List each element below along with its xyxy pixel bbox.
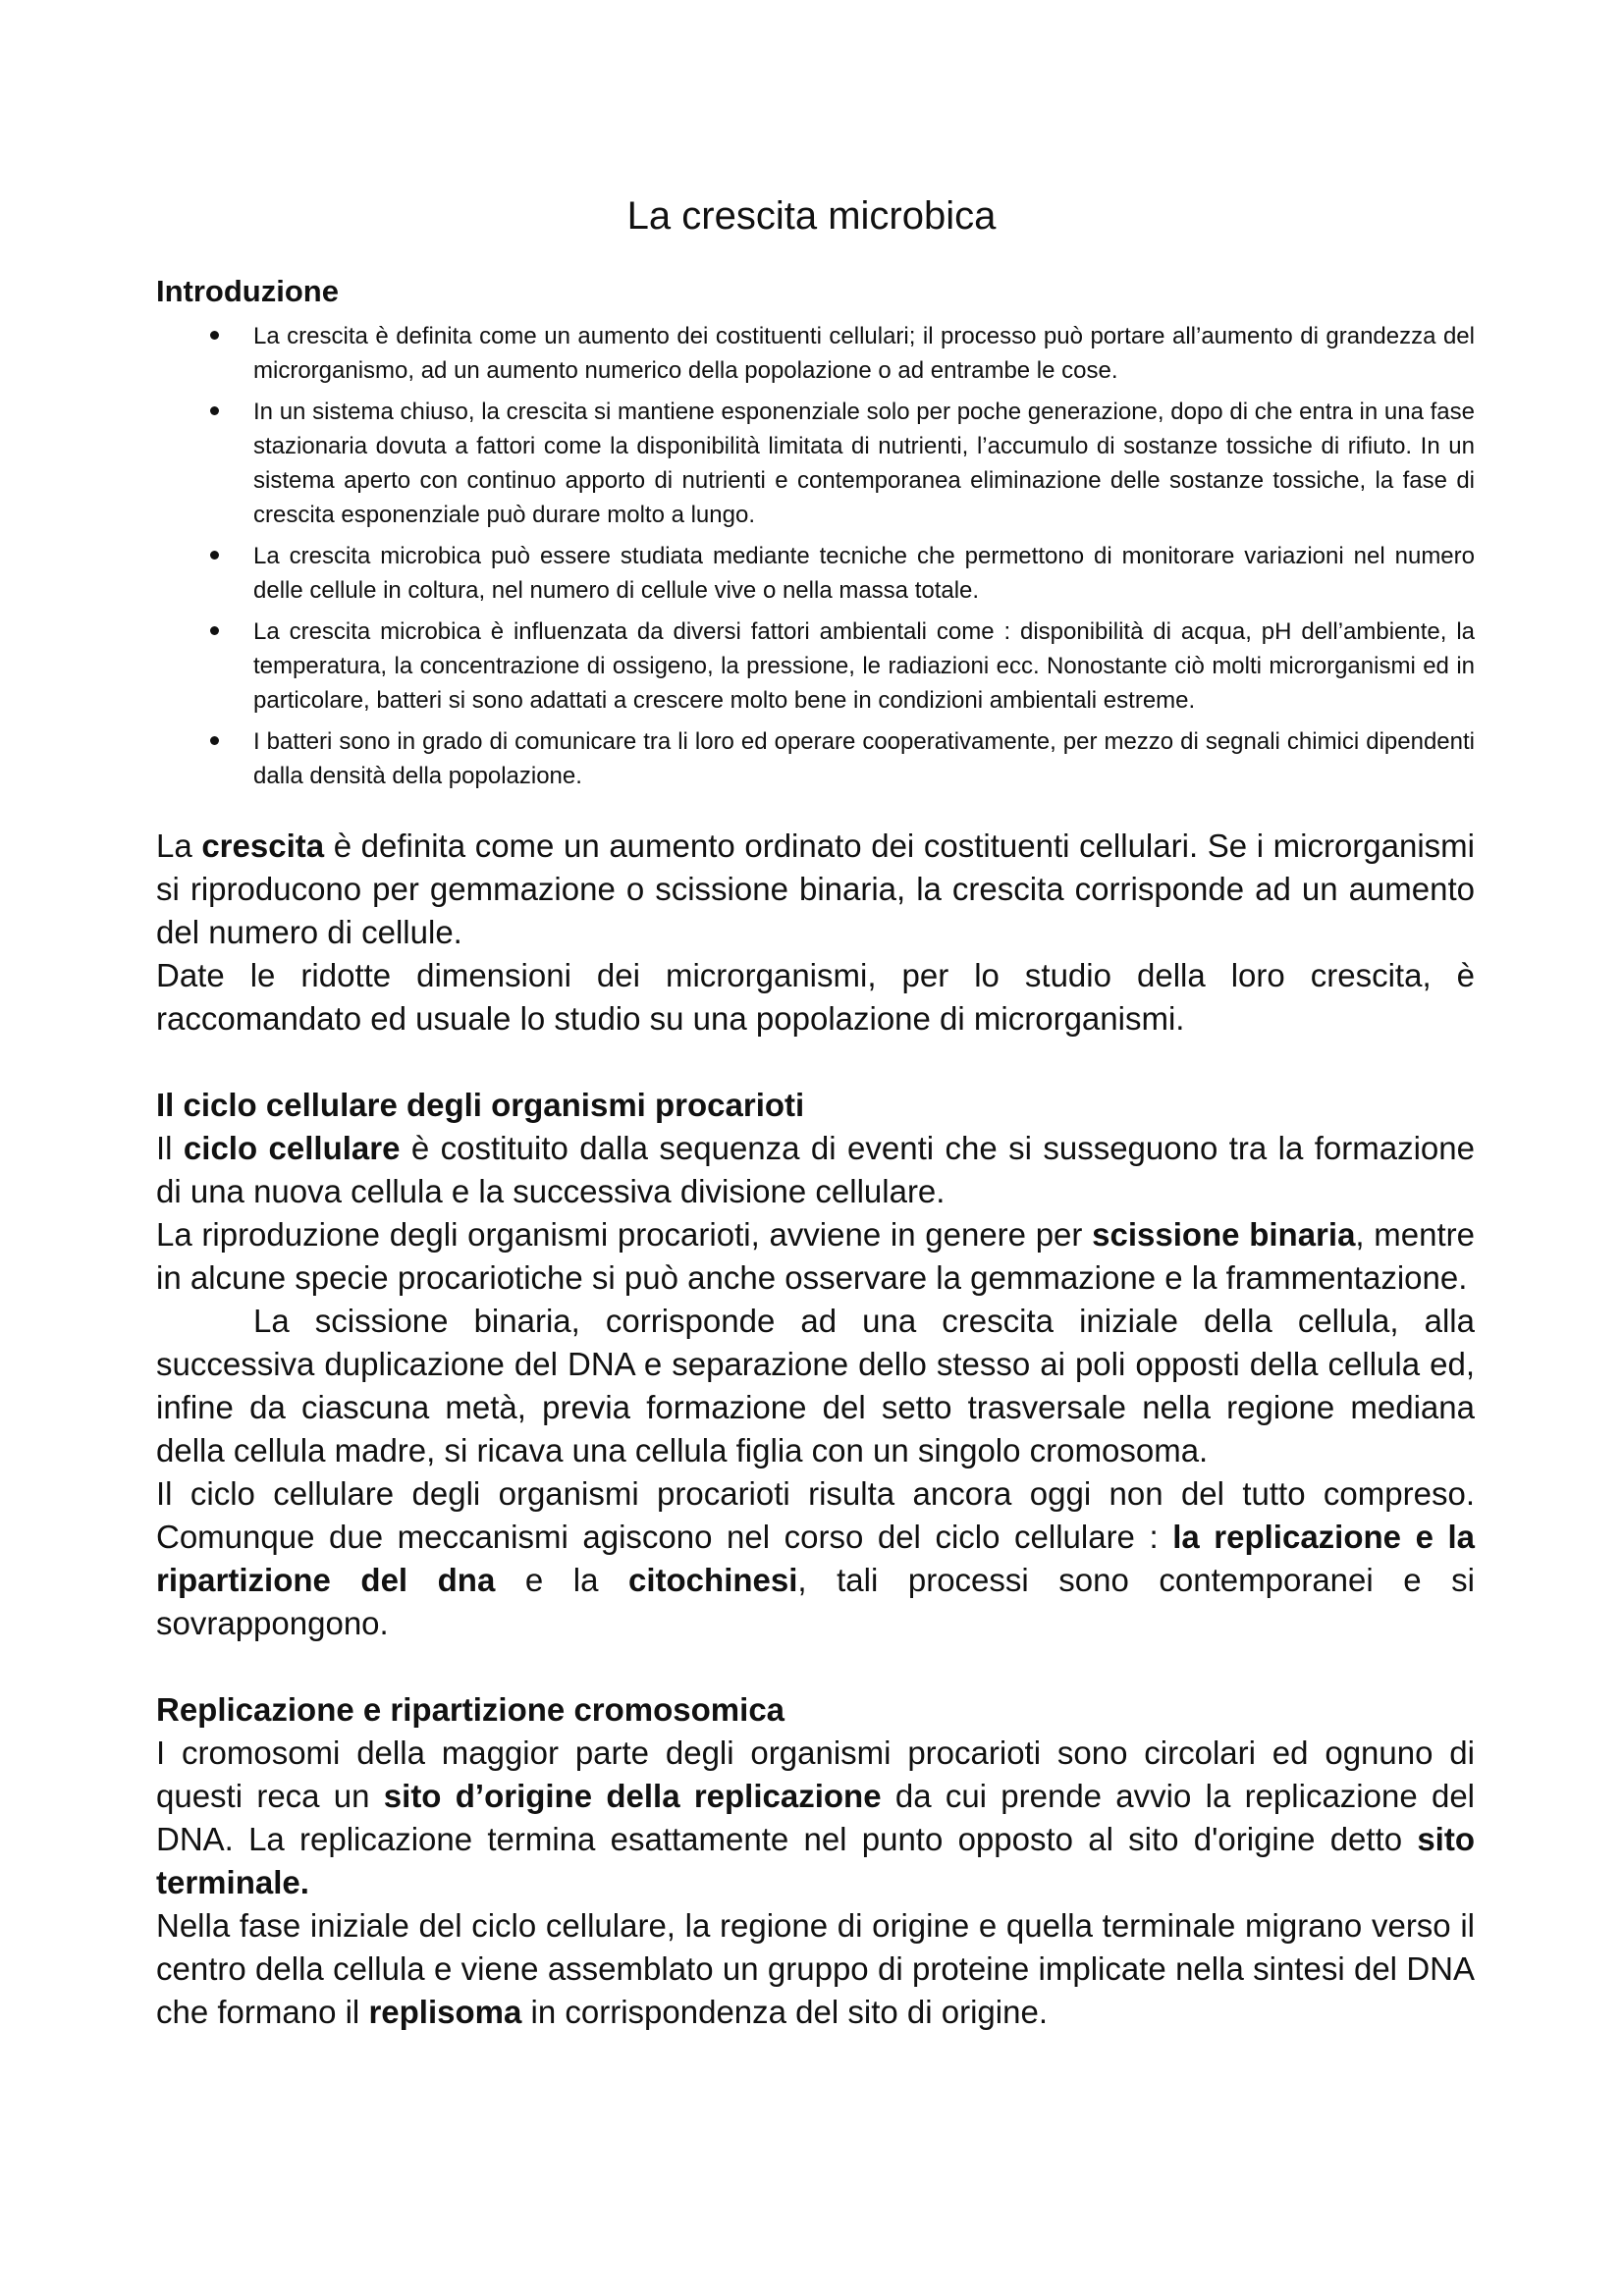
- text-run: , mentre in alcune specie procariotiche si può anche osservare la gemmazione e la frammentazione.: [156, 1216, 1475, 1296]
- text-run: da cui prende avvio la replicazione del DNA. La replicazione termina esattamente nel punto opposto al sito d'origine detto: [156, 1778, 1475, 1857]
- list-item: [156, 395, 1475, 532]
- ciclo-paragraph-4: [156, 1472, 1475, 1645]
- text-run: Il: [156, 1130, 184, 1166]
- text-run: La: [156, 828, 202, 864]
- list-item: [156, 614, 1475, 718]
- text-run: è definita come un aumento ordinato dei costituenti cellulari. Se i microrganismi si riproducono per gemmazione o scissione binaria, la crescita corrisponde ad un aumento del numero di cellule.: [156, 828, 1476, 950]
- text-run: I cromosomi della maggior parte degli organismi procarioti sono circolari ed ognuno di questi reca un: [156, 1735, 1475, 1814]
- ciclo-paragraph-3: La scissione binaria, corrisponde ad una crescita iniziale della cellula, alla successiva duplicazione del DNA e separazione dello stesso ai poli opposti della cellula ed, infine da ciascuna metà, previa formazione del setto trasversale nella regione mediana della cellula madre, si ricava una cellula figlia con un singolo cromosoma.: [156, 1303, 1475, 1468]
- bullet-icon: [210, 331, 219, 340]
- bullet-text: In un sistema chiuso, la crescita si mantiene esponenziale solo per poche generazione, dopo di che entra in una fase stazionaria dovuta a fattori come la disponibilità limitata di nutrienti, l’accumulo di sostanze tossiche di rifiuto. In un sistema aperto con continuo apporto di nutrienti e contemporanea eliminazione delle sostanze tossiche, la fase di crescita esponenziale può durare molto a lungo.: [253, 399, 1475, 528]
- bullet-text: La crescita microbica è influenzata da diversi fattori ambientali come : disponibilità di acqua, pH dell’ambiente, la temperatura, la concentrazione di ossigeno, la pressione, le radiazioni ecc. Nonostante ciò molti microrganismi ed in particolare, batteri si sono adattati a crescere molto bene in condizioni ambientali estreme.: [253, 618, 1475, 714]
- document-title: La crescita microbica: [626, 194, 997, 238]
- bold-term: la replicazione e la ripartizione del dna: [156, 1519, 1475, 1598]
- intro-heading: Introduzione: [156, 274, 339, 308]
- bullet-text: I batteri sono in grado di comunicare tra li loro ed operare cooperativamente, per mezzo di segnali chimici dipendenti dalla densità della popolazione.: [253, 728, 1475, 789]
- bold-term: sito terminale.: [156, 1821, 1475, 1900]
- ciclo-paragraph-2: [156, 1213, 1475, 1300]
- text-run: Il ciclo cellulare degli organismi procarioti risulta ancora oggi non del tutto compreso. Comunque due meccanismi agiscono nel corso del ciclo cellulare :: [156, 1475, 1475, 1555]
- bold-term: citochinesi: [628, 1562, 798, 1598]
- replicazione-paragraph-1: [156, 1732, 1475, 1904]
- bold-term: ciclo cellulare: [183, 1130, 401, 1166]
- list-item: [156, 724, 1475, 793]
- text-run: Nella fase iniziale del ciclo cellulare, la regione di origine e quella terminale migrano verso il centro della cellula e viene assemblato un gruppo di proteine implicate nella sintesi del DNA che formano il: [156, 1907, 1475, 2030]
- spacer: [156, 1645, 1475, 1688]
- bullet-icon: [210, 626, 219, 635]
- replicazione-paragraph-2: [156, 1904, 1475, 2034]
- intro-bullet-list: [156, 319, 1475, 800]
- ciclo-paragraph-1: [156, 1127, 1475, 1213]
- bold-term: replisoma: [368, 1994, 522, 2030]
- spacer: [156, 1041, 1475, 1084]
- crescita-paragraph-1: [156, 825, 1475, 954]
- replicazione-heading: Replicazione e ripartizione cromosomica: [156, 1691, 785, 1728]
- bold-term: crescita: [201, 828, 325, 864]
- text-run: è costituito dalla sequenza di eventi che si susseguono tra la formazione di una nuova cellula e la successiva divisione cellulare.: [156, 1130, 1475, 1209]
- list-item: [156, 539, 1475, 608]
- bullet-text: La crescita è definita come un aumento dei costituenti cellulari; il processo può portare all’aumento di grandezza del microrganismo, ad un aumento numerico della popolazione o ad entrambe le cose.: [253, 323, 1475, 384]
- bullet-icon: [210, 551, 219, 560]
- text-run: e la: [495, 1562, 629, 1598]
- ciclo-heading: Il ciclo cellulare degli organismi procarioti: [156, 1087, 805, 1123]
- bullet-icon: [210, 736, 219, 745]
- bold-term: sito d’origine della replicazione: [383, 1778, 882, 1814]
- text-run: in corrispondenza del sito di origine.: [521, 1994, 1048, 2030]
- bold-term: scissione binaria: [1092, 1216, 1356, 1253]
- list-item: [156, 319, 1475, 388]
- bullet-text: La crescita microbica può essere studiata mediante tecniche che permettono di monitorare variazioni nel numero delle cellule in coltura, nel numero di cellule vive o nella massa totale.: [253, 543, 1475, 604]
- bullet-icon: [210, 406, 219, 415]
- main-body: [156, 825, 1475, 2034]
- text-run: , tali processi sono contemporanei e si sovrappongono.: [156, 1562, 1475, 1641]
- crescita-paragraph-2: Date le ridotte dimensioni dei microrganismi, per lo studio della loro crescita, è raccomandato ed usuale lo studio su una popolazione di microrganismi.: [156, 957, 1475, 1037]
- text-run: La riproduzione degli organismi procarioti, avviene in genere per: [156, 1216, 1093, 1253]
